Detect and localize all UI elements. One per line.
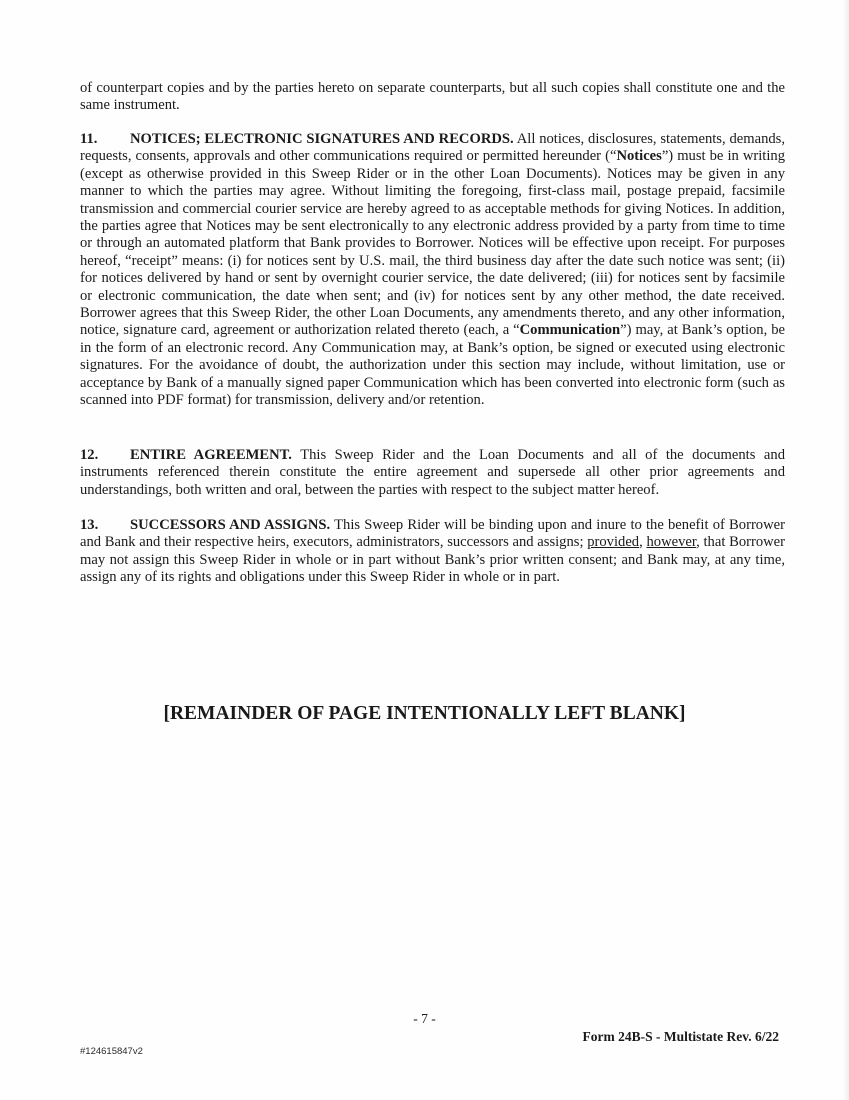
section-11-defined-notices: Notices xyxy=(616,148,662,165)
remainder-blank-notice: [REMAINDER OF PAGE INTENTIONALLY LEFT BLANK] xyxy=(163,703,686,724)
form-identifier: Form 24B-S - Multistate Rev. 6/22 xyxy=(582,1029,779,1044)
section-13-successors: 13. SUCCESSORS AND ASSIGNS. This Sweep Rider will be binding upon and inure to the benefit of Borrower and Bank and their respective heirs, executors, administrators, successors and assigns; provided, however, that Borrower may not assign this Sweep Rider in whole or in part without Bank’s prior written consent; and Bank may, at any time, assign any of its rights and obligations under this Sweep Rider in whole or in part. xyxy=(80,517,786,586)
continuation-paragraph xyxy=(80,80,785,115)
section-13-number: 13. xyxy=(80,517,99,533)
section-11-text-2: ”) must be in writing (except as otherwise provided in this Sweep Rider or in the other Loan Documents). Notices may be given in any manner to which the parties may agree. Without limiting the foregoing, first-class mail, postage prepaid, facsimile transmission and commercial courier service are hereby agreed to as acceptable methods for giving Notices. In addition, the parties agree that Notices may be sent electronically to any electronic address provided by a party from time to time or through an automated platform that Bank provides to Borrower. Notices will be effective upon receipt. For purposes hereof, “receipt” means: (i) for notices sent by U.S. mail, the third business day after the date such notice was sent; (ii) for notices delivered by hand or sent by overnight courier service, the date delivered; (iii) for notices sent by facsimile or electronic communication, the date when sent; and (iv) for notices sent by any other method, the date received. Borrower agrees that this Sweep Rider, the other Loan Documents, any amendments thereto, and any other information, notice, signature card, agreement or authorization related thereto (each, a “ xyxy=(80,148,785,339)
page-number: - 7 - xyxy=(413,1011,436,1026)
section-11-number: 11. xyxy=(80,131,98,147)
continuation-text: of counterpart copies and by the parties hereto on separate counterparts, but all such copies shall constitute one and the same instrument. xyxy=(80,80,785,114)
section-12-number: 12. xyxy=(80,447,99,463)
section-11-notices xyxy=(80,131,785,410)
document-id: #124615847v2 xyxy=(80,1046,143,1057)
section-13-however: however xyxy=(646,534,697,551)
section-11-text-1: All notices, disclosures, statements, demands, requests, consents, approvals and other communications required or permitted hereunder (“ xyxy=(80,131,785,165)
section-13-text-2: , that Borrower may not assign this Sweep Rider in whole or in part without Bank’s prior written consent; and Bank may, at any time, assign any of its rights and obligations under this Sweep Rider in whole or in part. xyxy=(80,534,786,586)
section-12-entire-agreement xyxy=(80,447,785,499)
section-12-heading: ENTIRE AGREEMENT. xyxy=(130,447,292,463)
section-13-text-1: This Sweep Rider will be binding upon and inure to the benefit of Borrower and Bank and their respective heirs, executors, administrators, successors and assigns; xyxy=(80,517,785,551)
section-13-provided: provided xyxy=(587,534,640,551)
section-13-heading: SUCCESSORS AND ASSIGNS. xyxy=(130,517,331,533)
section-11-defined-communication: Communication xyxy=(519,322,621,339)
page-edge xyxy=(843,0,849,1100)
section-12-text: This Sweep Rider and the Loan Documents and all of the documents and instruments referenced therein constitute the entire agreement and supersede all other prior agreements and understandings, both written and oral, between the parties with respect to the subject matter hereof. xyxy=(80,447,786,498)
section-11-heading: NOTICES; ELECTRONIC SIGNATURES AND RECORDS. xyxy=(130,131,514,147)
section-11-text-3: ”) may, at Bank’s option, be in the form of an electronic record. Any Communication may, at Bank’s option, be signed or executed using electronic signatures. For the avoidance of doubt, the authorization under this section may include, without limitation, use or acceptance by Bank of a manually signed paper Communication which has been converted into electronic form (such as scanned into PDF format) for transmission, delivery and/or retention. xyxy=(80,322,785,409)
